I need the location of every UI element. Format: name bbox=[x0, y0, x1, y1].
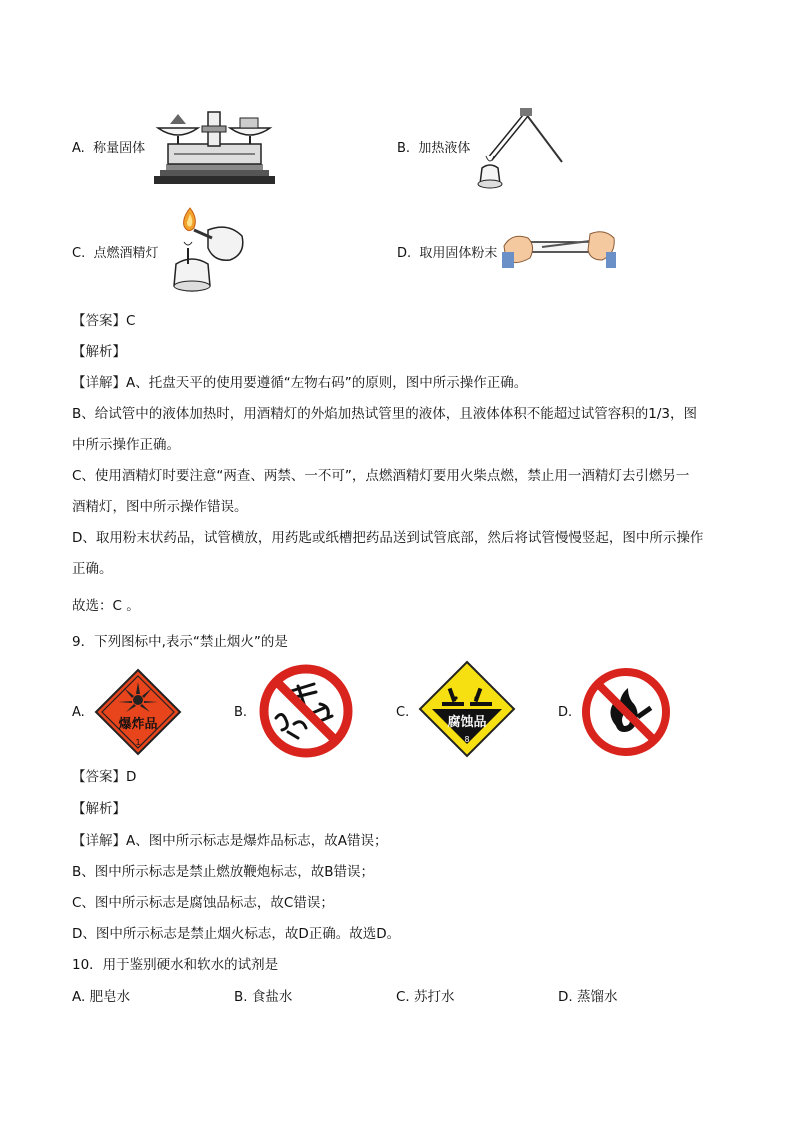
option-letter: B. bbox=[234, 989, 248, 1005]
q8-option-b bbox=[397, 140, 470, 158]
q9-detail-line-0 bbox=[72, 831, 387, 851]
q9-stem: 9．下列图标中,表示“禁止烟火”的是 bbox=[72, 634, 288, 650]
option-text: 苏打水 bbox=[414, 989, 455, 1005]
q10-stem: 10．用于鉴别硬水和软水的试剂是 bbox=[72, 957, 279, 973]
option-text: 点燃酒精灯 bbox=[93, 246, 159, 261]
q10-option-c bbox=[396, 987, 455, 1007]
q9-answer bbox=[72, 767, 136, 787]
q8-answer bbox=[72, 311, 135, 331]
corrosive-sign-number: 8 bbox=[464, 735, 470, 744]
explosive-sign-number: 1 bbox=[135, 738, 141, 747]
q10-option-d bbox=[558, 987, 617, 1007]
no-fire-sign bbox=[580, 666, 672, 758]
option-text: 肥皂水 bbox=[89, 989, 131, 1005]
q9-detail-line-3: D、图中所示标志是禁止烟火标志，故D正确。故选D。 bbox=[72, 926, 401, 942]
q9-option-d-letter: D. bbox=[558, 705, 573, 720]
option-letter: D. bbox=[558, 989, 573, 1005]
q9-option-a-letter: A. bbox=[72, 705, 85, 720]
q9-option-b-letter: B. bbox=[234, 705, 248, 720]
option-text: 称量固体 bbox=[93, 141, 146, 156]
option-letter: B. bbox=[397, 141, 411, 156]
detail-text: A、托盘天平的使用要遵循“左物右码”的原则，图中所示操作正确。 bbox=[126, 375, 528, 391]
q8-detail-line-5: D、取用粉末状药品，试管横放，用药匙或纸槽把药品送到试管底部，然后将试管慢慢竖起，图中所示操作 bbox=[72, 530, 704, 546]
q9-analysis-tag: 【解析】 bbox=[72, 801, 126, 817]
detail-tag: 【详解】 bbox=[72, 833, 126, 849]
answer-tag: 【答案】 bbox=[72, 769, 126, 785]
detail-text: A、图中所示标志是爆炸品标志，故A错误； bbox=[126, 833, 388, 849]
q8-conclusion: 故选：C 。 bbox=[72, 598, 140, 614]
q9-option-c-letter: C. bbox=[396, 705, 410, 720]
option-text: 加热液体 bbox=[418, 141, 471, 156]
option-letter: A. bbox=[72, 141, 85, 156]
option-letter: C. bbox=[72, 246, 86, 261]
q8-option-c bbox=[72, 245, 159, 263]
corrosive-sign-text: 腐蚀品 bbox=[447, 715, 487, 730]
powder-test-tube-image bbox=[502, 226, 616, 270]
no-firecrackers-sign bbox=[258, 664, 354, 758]
corrosive-sign bbox=[418, 660, 516, 758]
q8-detail-line-6: 正确。 bbox=[72, 561, 113, 577]
answer-value: D bbox=[126, 769, 137, 785]
answer-tag: 【答案】 bbox=[72, 313, 126, 329]
q9-detail-line-1: B、图中所示标志是禁止燃放鞭炮标志，故B错误； bbox=[72, 864, 375, 880]
q10-option-a bbox=[72, 987, 130, 1007]
q8-option-a bbox=[72, 140, 145, 158]
heating-liquid-image bbox=[470, 104, 570, 194]
q8-detail-line-4: 酒精灯，图中所示操作错误。 bbox=[72, 499, 248, 515]
q10-option-b bbox=[234, 987, 292, 1007]
q8-detail-line-2: 中所示操作正确。 bbox=[72, 437, 180, 453]
lighting-lamp-image bbox=[168, 204, 248, 296]
explosive-sign bbox=[94, 668, 182, 756]
option-letter: C. bbox=[396, 989, 410, 1005]
option-text: 取用固体粉末 bbox=[419, 246, 498, 261]
q8-detail-line-3: C、使用酒精灯时要注意“两查、两禁、一不可”，点燃酒精灯要用火柴点燃，禁止用一酒精灯去引燃另一 bbox=[72, 468, 690, 484]
q8-detail-line-0 bbox=[72, 373, 527, 393]
option-text: 蒸馏水 bbox=[576, 989, 618, 1005]
q9-detail-line-2: C、图中所示标志是腐蚀品标志，故C错误； bbox=[72, 895, 334, 911]
option-letter: A. bbox=[72, 989, 86, 1005]
balance-scale-image bbox=[152, 106, 277, 186]
option-text: 食盐水 bbox=[251, 989, 293, 1005]
answer-value: C bbox=[126, 313, 136, 329]
option-letter: D. bbox=[397, 246, 412, 261]
detail-tag: 【详解】 bbox=[72, 375, 126, 391]
q8-detail-line-1: B、给试管中的液体加热时，用酒精灯的外焰加热试管里的液体，且液体体积不能超过试管容积的1/3，图 bbox=[72, 406, 697, 422]
explosive-sign-text: 爆炸品 bbox=[118, 717, 158, 732]
q8-option-d bbox=[397, 245, 497, 263]
q8-analysis-tag: 【解析】 bbox=[72, 344, 126, 360]
